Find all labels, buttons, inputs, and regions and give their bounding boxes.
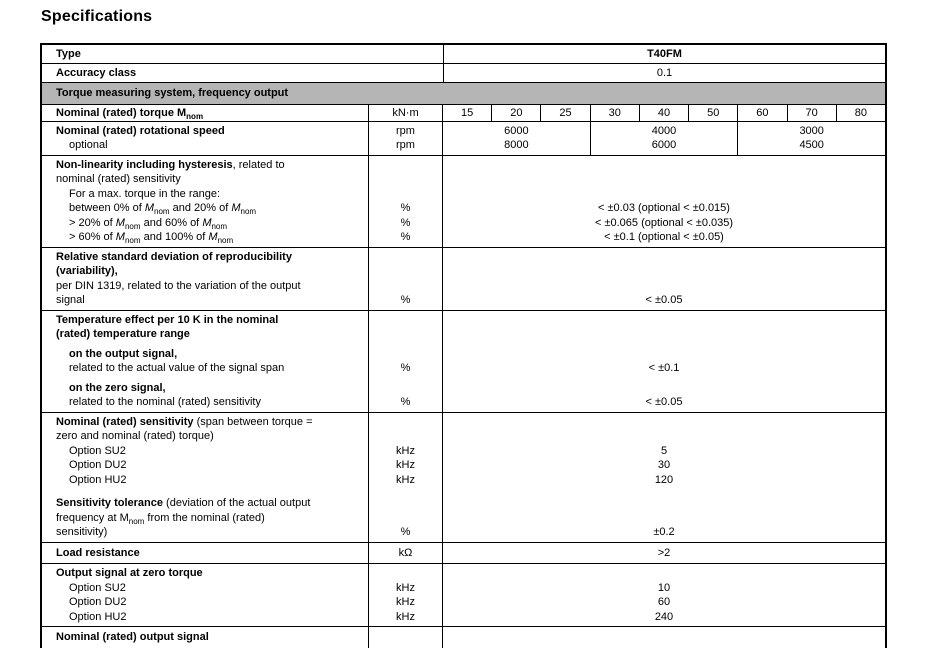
text-line: Nominal (rated) rotational speed <box>56 124 225 137</box>
torque-value-cell: 40 <box>639 105 688 121</box>
text-line: 6000 <box>504 124 529 137</box>
text-line <box>446 630 882 645</box>
text-line: kHz <box>396 444 415 457</box>
row-value-cell <box>443 543 885 564</box>
text-line: Load resistance <box>56 546 140 559</box>
text-line: 120 <box>654 473 674 486</box>
row-label-cell <box>42 156 368 247</box>
text-line: kΩ <box>398 546 413 559</box>
row-unit-cell <box>368 311 443 412</box>
text-line <box>372 415 439 430</box>
text-line: % <box>400 231 411 243</box>
text-line <box>372 313 439 328</box>
spec-row-rotational-speed <box>42 121 885 155</box>
text-line <box>372 496 439 511</box>
row-value-cell <box>443 311 885 412</box>
row-unit-cell <box>368 122 443 155</box>
text-line <box>372 279 439 294</box>
text-line: kHz <box>396 610 415 623</box>
text-line: Option HU2 <box>69 610 127 623</box>
spec-row-reproducibility <box>42 247 885 310</box>
speed-value-columns <box>443 122 885 155</box>
speed-value-group <box>737 122 885 155</box>
text-line: Output signal at zero torque <box>56 567 203 579</box>
text-line: on the zero signal, <box>69 381 166 394</box>
text-line: 4500 <box>799 139 824 151</box>
row-unit-cell <box>368 564 443 626</box>
speed-value-group <box>443 122 590 155</box>
spec-row-load-resistance <box>42 542 885 564</box>
section-header-row: Torque measuring system, frequency output <box>42 82 885 104</box>
text-line <box>446 415 882 430</box>
text-line: 6000 <box>651 139 677 151</box>
text-line: kHz <box>396 459 415 471</box>
text-line: 240 <box>654 610 674 623</box>
text-line: related to the nominal (rated) sensitivity <box>69 396 261 408</box>
text-line <box>446 566 882 581</box>
text-line <box>446 264 882 279</box>
text-line: % <box>400 396 411 408</box>
text-line: nominal (rated) sensitivity <box>56 173 181 185</box>
row-unit-cell <box>368 413 443 542</box>
torque-value-cell: 30 <box>590 105 639 121</box>
torque-value-cell: 15 <box>460 106 474 119</box>
text-line: 8000 <box>504 139 529 151</box>
text-line: < ±0.065 (optional < ±0.035) <box>594 216 734 229</box>
text-line <box>446 511 882 526</box>
row-value-cell <box>443 248 885 310</box>
text-line: % <box>400 202 411 214</box>
text-line: < ±0.05 <box>645 396 683 408</box>
torque-value-cell: 20 <box>491 105 540 121</box>
row-value-cell <box>443 627 885 648</box>
text-line: % <box>400 362 411 374</box>
text-line <box>446 158 882 173</box>
spec-row-accuracy-row <box>42 63 885 82</box>
text-line <box>446 279 882 294</box>
text-line <box>446 429 882 444</box>
text-line: % <box>400 526 411 538</box>
text-line: ±0.2 <box>653 526 675 538</box>
text-line: related to the actual value of the signal span <box>69 362 285 374</box>
text-line: (rated) temperature range <box>56 328 190 340</box>
text-line <box>372 250 439 265</box>
row-value-cell: 0.1 <box>443 64 885 82</box>
spec-row-partial-bottom-row <box>42 626 885 648</box>
text-line <box>372 187 439 202</box>
row-unit-cell <box>368 543 443 564</box>
text-line <box>446 187 882 202</box>
torque-value-cell: 25 <box>540 105 589 121</box>
text-line <box>372 511 439 526</box>
text-line: For a max. torque in the range: <box>69 187 221 200</box>
text-line: signal <box>56 294 85 306</box>
text-line: Temperature effect per 10 K in the nominal <box>56 313 279 326</box>
row-label-cell <box>42 311 368 412</box>
row-label-cell <box>42 627 368 648</box>
page-title: Specifications <box>41 8 153 25</box>
row-value-cell <box>443 564 885 626</box>
text-line: sensitivity) <box>56 526 108 538</box>
spacer <box>446 487 882 496</box>
text-line <box>372 158 439 173</box>
spec-row-sensitivity <box>42 412 885 542</box>
text-line <box>372 630 439 645</box>
torque-value-cell: 50 <box>688 105 737 121</box>
torque-value-cell: 80 <box>836 105 885 121</box>
text-line: 30 <box>657 459 671 471</box>
row-unit-cell: kN·m <box>368 105 443 121</box>
spec-row-non-linearity <box>42 155 885 247</box>
row-unit-cell <box>368 627 443 648</box>
spec-row-nominal-torque <box>42 104 885 121</box>
text-line: < ±0.1 (optional < ±0.05) <box>604 231 724 243</box>
text-line: % <box>400 294 411 306</box>
text-line: < ±0.03 (optional < ±0.015) <box>598 202 730 214</box>
text-line <box>372 566 439 581</box>
text-line: Nominal (rated) output signal <box>56 631 209 643</box>
text-line <box>446 381 882 396</box>
text-line: % <box>400 216 411 229</box>
text-line: Non-linearity including hysteresis, related to <box>56 158 285 171</box>
text-line: 60 <box>657 596 671 608</box>
row-label-cell <box>42 413 368 542</box>
spec-row-temperature-effect <box>42 310 885 412</box>
text-line: Option DU2 <box>69 459 127 471</box>
text-line: rpm <box>396 139 415 151</box>
text-line: Option HU2 <box>69 473 127 486</box>
row-label-cell <box>42 122 368 155</box>
row-unit-cell <box>368 248 443 310</box>
row-label-cell <box>42 248 368 310</box>
text-line <box>372 327 439 342</box>
row-label-cell <box>42 543 368 564</box>
spec-row-output-signal-at-zero-torque <box>42 563 885 626</box>
text-line: < ±0.1 <box>648 362 680 374</box>
row-value-cell <box>443 413 885 542</box>
text-line <box>446 347 882 362</box>
torque-value-cell: 60 <box>737 105 786 121</box>
text-line <box>372 172 439 187</box>
text-line: Relative standard deviation of reproducibility <box>56 250 292 263</box>
spec-row-type-row <box>42 45 885 63</box>
row-label-cell: Accuracy class <box>56 67 137 79</box>
text-line: optional <box>69 139 108 151</box>
text-line: Option SU2 <box>69 444 126 457</box>
text-line: >2 <box>657 546 671 559</box>
text-line: Nominal (rated) sensitivity (span between torque = <box>56 415 313 428</box>
text-line <box>372 429 439 444</box>
torque-value-cell: 70 <box>787 105 836 121</box>
text-line: 4000 <box>651 124 677 137</box>
text-line: kHz <box>396 596 415 608</box>
row-value-cell: T40FM <box>443 45 885 63</box>
spacer <box>56 487 365 496</box>
row-value-cell <box>443 156 885 247</box>
text-line <box>372 264 439 279</box>
text-line <box>446 250 882 265</box>
spacer <box>372 487 439 496</box>
text-line <box>372 381 439 396</box>
text-line: kHz <box>396 473 415 486</box>
specifications-table <box>40 43 887 648</box>
row-unit-cell <box>368 156 443 247</box>
row-label-cell: Type <box>56 48 81 60</box>
text-line: 10 <box>657 581 671 594</box>
text-line: 3000 <box>799 124 824 137</box>
text-line: Option SU2 <box>69 581 126 594</box>
text-line: per DIN 1319, related to the variation of the output <box>56 279 301 292</box>
text-line: between 0% of $M_{nom}$ and 20% of $M_{nom}$ <box>69 202 257 217</box>
text-line: > 60% of $M_{nom}$ and 100% of $M_{nom}$ <box>69 231 234 246</box>
text-line: Option DU2 <box>69 596 127 608</box>
text-line: < ±0.05 <box>645 294 683 306</box>
text-line: zero and nominal (rated) torque) <box>56 430 214 442</box>
row-label-cell: Nominal (rated) torque $M_{nom}$ <box>56 106 204 121</box>
row-label-cell <box>42 564 368 626</box>
text-line <box>446 172 882 187</box>
text-line: 5 <box>660 444 668 457</box>
torque-value-columns <box>443 105 885 121</box>
text-line: on the output signal, <box>69 347 178 360</box>
text-line: Sensitivity tolerance (deviation of the actual output <box>56 497 311 509</box>
text-line: > 20% of $M_{nom}$ and 60% of $M_{nom}$ <box>69 216 228 231</box>
text-line <box>446 327 882 342</box>
text-line <box>446 313 882 328</box>
speed-value-group <box>590 122 738 155</box>
text-line: kHz <box>396 581 415 594</box>
text-line: (variability), <box>56 265 118 277</box>
text-line <box>446 496 882 511</box>
text-line: frequency at $M_{nom}$ from the nominal (rated) <box>56 511 265 526</box>
text-line: rpm <box>396 124 415 137</box>
text-line <box>372 347 439 362</box>
